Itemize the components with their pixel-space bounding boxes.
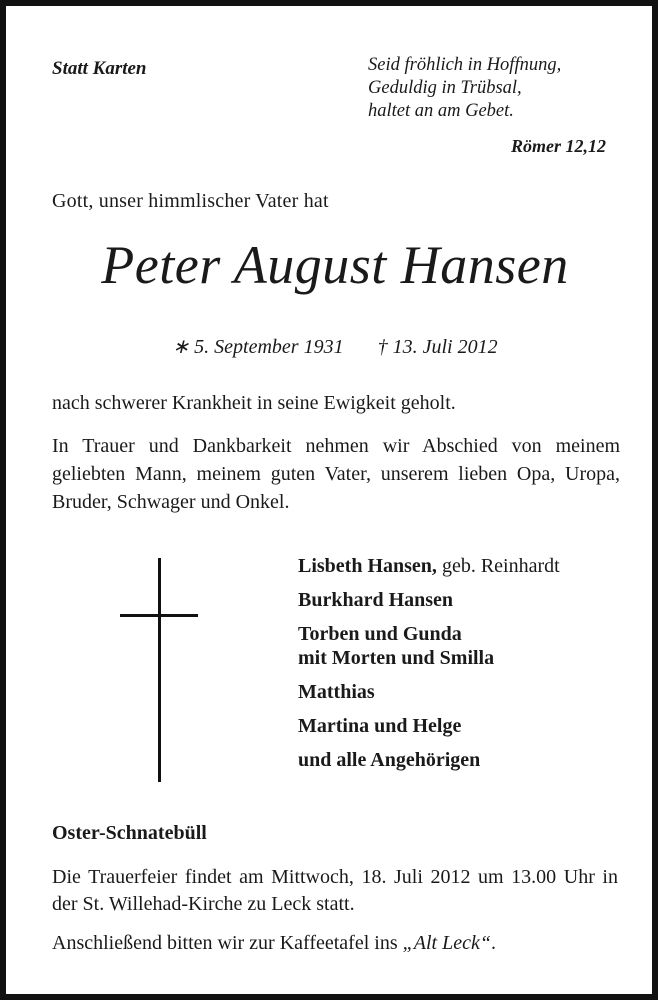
life-dates [6,334,658,359]
place-name: Oster-Schnatebüll [52,822,207,844]
coffee-venue: „Alt Leck“ [402,932,491,954]
death-date: † 13. Juli 2012 [377,336,498,358]
farewell-paragraph: In Trauer und Dankbarkeit nehmen wir Abschied von meinem geliebten Mann, meinem guten Vater, unserem lieben Opa, Uropa, Bruder, Schwager und Onkel. [52,435,620,513]
mourner-line: Torben und Gunda [298,623,462,645]
mourner-entry: Matthias [298,681,375,703]
mourner-entry [298,554,560,578]
mourner-name: Lisbeth Hansen, [298,555,437,577]
intro-text: Gott, unser himmlischer Vater hat [52,190,329,212]
maiden-name: geb. Reinhardt [441,555,560,577]
verse-line: haltet an am Gebet. [368,101,514,121]
deceased-name: Peter August Hansen [101,235,569,295]
verse-reference: Römer 12,12 [510,136,606,156]
mourner-entry: Burkhard Hansen [298,589,454,611]
coffee-invitation [52,932,496,955]
verse-line: Geduldig in Trübsal, [368,78,522,98]
mourner-entry: Martina und Helge [298,715,462,737]
verse-line: Seid fröhlich in Hoffnung, [368,55,562,75]
mourner-entry: und alle Angehörigen [298,749,481,771]
mourner-line: mit Morten und Smilla [298,647,495,669]
mourner-entry [298,622,560,670]
statt-karten-label: Statt Karten [52,58,147,79]
passing-text: nach schwerer Krankheit in seine Ewigkeit geholt. [52,392,456,414]
cross-icon [158,558,161,782]
funeral-service-text: Die Trauerfeier findet am Mittwoch, 18. Juli 2012 um 13.00 Uhr in der St. Willehad-Kirche zu Leck statt. [52,866,618,915]
birth-date: ∗ 5. September 1931 [172,336,344,358]
cross-icon-bar [120,614,198,617]
mourners-list [298,554,560,782]
bible-verse [368,54,628,123]
coffee-text: Anschließend bitten wir zur Kaffeetafel ins [52,932,403,954]
coffee-end: . [490,932,496,954]
